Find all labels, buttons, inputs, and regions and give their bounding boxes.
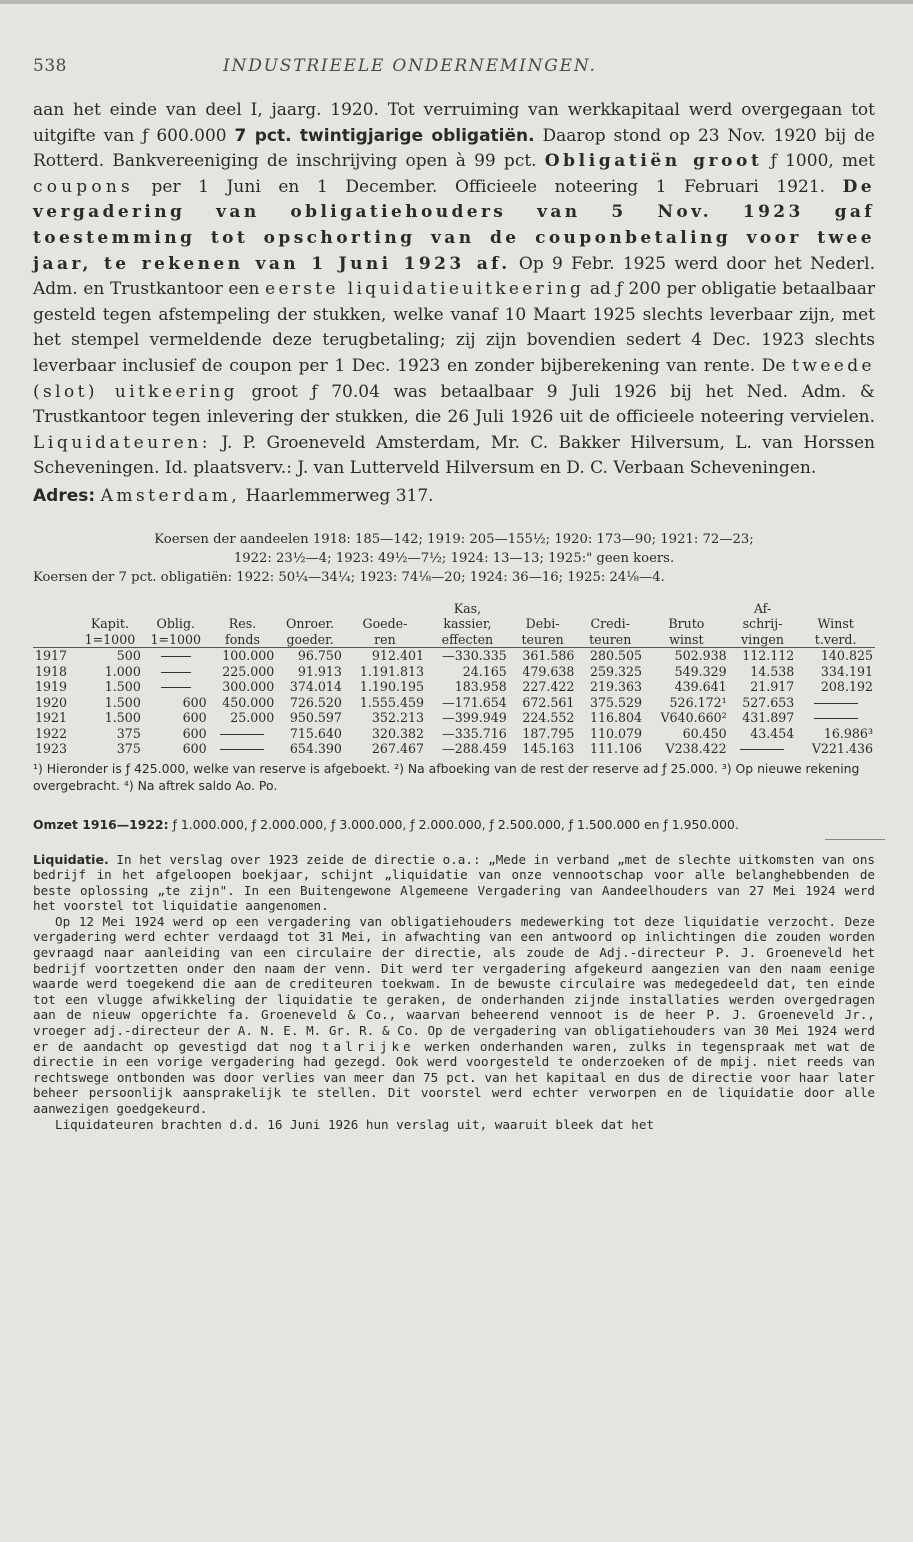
table-cell: 1.500 [104,679,141,694]
column-header [77,601,143,617]
table-cell: 110.079 [589,725,643,741]
column-header: kassier, [443,616,492,631]
column-header [143,601,209,617]
table-cell: 96.750 [297,648,342,663]
table-cell: 14.538 [750,663,795,679]
table-cell [796,695,875,711]
column-header [33,601,77,617]
table-cell: 145.163 [522,741,575,756]
column-header: Res. [228,616,257,631]
table-cell: 1923 [35,741,68,756]
column-header: Kapit. [90,616,129,631]
table-cell: 227.422 [522,679,575,694]
table-cell: 549.329 [674,663,727,679]
table-cell: 912.401 [371,648,425,663]
table-cell: 526.172¹ [669,694,727,710]
table-cell: 726.520 [289,694,342,710]
table-cell: 1920 [35,694,68,710]
table-cell: 183.958 [454,679,507,694]
table-cell [796,710,875,726]
address-city: Amsterdam, [100,485,241,506]
bold-term: 7 pct. twintigjarige obligatiën. [234,125,535,146]
table-cell: 375 [116,725,141,741]
column-header: teuren [521,631,564,647]
column-header: Credi- [590,616,630,631]
table-cell: 1918 [35,663,68,679]
column-header [576,601,644,617]
table-cell [143,664,209,680]
table-cell: 60.450 [682,725,727,741]
column-header: Bruto [668,616,705,631]
table-row [33,664,875,680]
table-cell: 43.454 [750,725,795,741]
table-body [33,648,875,757]
table-cell: 91.913 [297,663,342,679]
text-run: ƒ 1000, met [762,151,875,172]
page-header [33,56,875,76]
table-cell: V238.422 [665,741,727,756]
text-run: Daarop stond op 23 Nov. 1920 bij de Rotterd. Bankvereeniging de inschrijving open à 99 pct. [33,125,875,172]
table-cell: 439.641 [674,679,727,694]
table-cell: 320.382 [371,725,425,741]
column-header: schrij- [742,616,783,631]
column-header: winst [669,631,704,647]
table-cell: 1922 [35,725,68,741]
table-cell: 450.000 [222,694,275,710]
text-run: groot ƒ 70.04 was betaalbaar 9 Juli 1926 bij het Ned. Adm. & Trustkantoor tegen inlevering der stukken, die 26 Juli 1926 uit de officieele noteering vervielen. [33,381,875,428]
table-cell: 600 [182,725,207,741]
table-cell: 600 [182,694,207,710]
table-header-row [33,601,875,617]
text-run: Op 9 Febr. 1925 werd door het Nederl. Adm. en Trustkantoor een [33,253,875,300]
table-row [33,710,875,726]
table-cell: 1917 [35,648,68,663]
omzet-line [33,816,875,833]
column-header: Af- [753,600,772,616]
column-header [276,601,344,617]
table-cell: 21.917 [750,679,795,694]
liquidatie-paragraph-3: Liquidateuren brachten d.d. 16 Juni 1926 hun verslag uit, waaruit bleek dat het [55,1116,654,1132]
table-cell: 100.000 [222,648,275,663]
column-header: t.verd. [814,631,857,647]
table-cell: 208.192 [820,679,873,694]
koersen-aandeelen: Koersen der aandeelen 1918: 185—142; 1919: 205—155½; 1920: 173—90; 1921: 72—23; [154,531,754,547]
koersen-block [33,530,875,587]
table-cell: 259.325 [589,663,643,679]
spaced-term: Liquidateuren: [33,432,212,453]
paragraph-obligaties [33,98,875,482]
table-cell: 24.165 [462,663,507,679]
table-cell: 1.500 [104,694,141,710]
text-run: aan het einde van deel I, jaarg. 1920. Tot verruiming van werkkapitaal werd overgegaan tot uitgifte van ƒ 600.000 [33,100,875,146]
running-title: INDUSTRIEELE ONDERNEMINGEN. [223,56,597,76]
table-cell: 112.112 [742,648,795,663]
column-header [344,601,426,617]
table-row [33,679,875,695]
table-cell: 187.795 [522,725,575,741]
table-cell: 431.897 [742,710,795,725]
table-cell: 672.561 [522,694,575,710]
column-header [509,601,577,617]
omzet-text: ƒ 1.000.000, ƒ 2.000.000, ƒ 3.000.000, ƒ 2.000.000, ƒ 2.500.000, ƒ 1.500.000 en ƒ 1.950.000. [168,816,739,832]
liquidatie-paragraph-2 [33,914,875,1117]
table-cell [143,679,209,695]
table-cell: 950.597 [289,710,342,725]
table-cell: 352.213 [371,710,425,725]
column-header [209,601,277,617]
table-cell: 600 [182,710,207,725]
spaced-term: tweede (slot) uitkeering [33,355,875,402]
table-cell: 1.191.813 [359,663,425,679]
column-header: 1=1000 [84,631,136,647]
spaced-term: coupons [33,176,134,197]
address-label: Adres: [33,485,96,506]
column-header [33,632,77,648]
text-run: per 1 Juni en 1 December. Officieele noteering 1 Februari 1921. [133,176,843,197]
table-cell: 224.552 [522,710,575,725]
table-cell [209,726,277,742]
table-cell: —171.654 [442,694,507,710]
column-header [33,616,77,632]
table-cell: 1.190.195 [359,679,425,694]
table-row [33,648,875,664]
table-cell: 502.938 [674,648,727,663]
text-run: J. P. Groeneveld Amsterdam, Mr. C. Bakker Hilversum, L. van Horssen Scheveningen. Id. plaatsverv.: J. van Lutterveld Hilversum en D. C. Verbaan Scheveningen. [33,432,875,479]
table-row [33,741,875,757]
table-cell: —330.335 [442,648,507,663]
table-cell [209,741,277,757]
table-header-row [33,632,875,648]
text-run: In het verslag over 1923 zeide de directie o.a.: „Mede in verband „met de slechte uitkomsten van ons bedrijf in het afgeloopen boekjaar, schijnt „liquidatie van onze vennootschap voor alle belanghebbenden de beste oplossing „te zijn". In een Buitengewone Algemeene Vergadering van Aandeelhouders van 27 Mei 1924 werd het voorstel tot liquidatie aangenomen. [33,851,875,914]
table-cell: V221.436 [811,741,873,756]
column-header: Debi- [525,616,560,631]
table-cell: 715.640 [289,725,342,741]
page-number: 538 [33,56,67,76]
spaced-term: Obligatiën groot [544,151,763,172]
text-run: werken onderhanden waren, zulks in tegenspraak met wat de directie in een vorige vergadering had gezegd. Ook werd voorgesteld te onderzoeken of de mpij. niet reeds van rechtswege ontbonden was door verlies van meer dan 75 pct. van het kapitaal en dus de directie voor haar later beheer persoonlijk aansprakelijk te stellen. Dit voorstel werd echter verworpen en de liquidatie door alle aanwezigen goedgekeurd. [33,1038,875,1116]
table-cell: 267.467 [371,741,425,756]
table-cell: 1.000 [104,663,141,679]
column-header: Winst [817,616,854,631]
omzet-label: Omzet 1916—1922: [33,816,169,832]
table-cell: 280.505 [589,648,643,663]
column-header: Goede- [362,616,408,631]
table-cell: 219.363 [589,679,643,694]
table-cell: —335.716 [442,725,507,741]
table-footnotes: ¹) Hieronder is ƒ 425.000, welke van reserve is afgeboekt. ²) Na afboeking van de rest der reserve ad ƒ 25.000. ³) Op nieuwe rekening overgebracht. ⁴) Na aftrek saldo Ao. Po. [33,760,860,793]
table-cell: 300.000 [222,679,275,694]
column-header: Oblig. [156,616,196,631]
column-header: teuren [589,631,632,647]
table-cell: 654.390 [289,741,342,756]
liquidatie-paragraph-1 [33,852,875,914]
financial-table [33,601,875,757]
table-cell: 111.106 [589,741,643,756]
table-cell: 25.000 [230,710,275,725]
column-header: ren [374,631,396,647]
table-cell: 600 [182,741,207,756]
column-header: vingen [741,631,784,647]
text-run: ad ƒ 200 per obligatie betaalbaar gesteld tegen afstempeling der stukken, welke vanaf 10 Maart 1925 slechts leverbaar zijn, met het stempel vermeldende deze terugbetaling; zij zijn bovendien sedert 4 Dec. 1923 slechts leverbaar inclusief de coupon per 1 Dec. 1923 en zonder bijberekening van rente. De [33,279,875,376]
address-street: Haarlemmerweg 317. [240,485,434,506]
table-cell: 1.500 [104,710,141,725]
table-cell: 334.191 [820,663,873,679]
table-cell: 375.529 [589,694,643,710]
table-cell: 116.804 [589,710,643,725]
table-cell: 1921 [35,710,68,725]
address-line [33,484,875,510]
table-cell: 361.586 [522,648,575,663]
column-header: effecten [441,631,494,647]
section-rule [825,839,885,852]
table-cell: 1.555.459 [359,694,425,710]
spaced-passage: De vergadering van obligatiehouders van 5 Nov. 1923 gaf toestemming tot opschorting van de couponbetaling voor twee jaar, te rekenen van 1 Juni 1923 af. [33,176,875,274]
column-header [796,601,875,617]
table-cell: 225.000 [222,663,275,679]
table-cell: 374.014 [289,679,342,694]
table-cell: 527.653 [742,694,795,710]
koersen-aandeelen-cont: 1922: 23½—4; 1923: 49½—7½; 1924: 13—13; 1925:" geen koers. [233,550,675,566]
table-cell [729,741,797,757]
column-header: fonds [225,631,260,647]
column-header: Onroer. [286,616,335,631]
table-cell: 479.638 [522,663,575,679]
spaced-term: talrijke [321,1038,415,1054]
top-edge [0,0,913,4]
column-header: goeder. [286,631,334,647]
table-cell: 140.825 [820,648,873,663]
spaced-term: eerste liquidatieuitkeering [265,279,585,300]
table-cell: 16.986³ [823,725,873,741]
column-header [644,601,729,617]
column-header: 1=1000 [150,631,202,647]
koersen-obligaties: Koersen der 7 pct. obligatiën: 1922: 50¼—34¼; 1923: 74⅛—20; 1924: 36—16; 1925: 24⅛—4. [33,569,665,585]
table-cell: 375 [116,741,141,756]
table-cell: 500 [116,648,141,663]
table-row [33,695,875,711]
text-run: Op 12 Mei 1924 werd op een vergadering van obligatiehouders medewerking tot deze liquidatie verzocht. Deze vergadering werd echter verdaagd tot 31 Mei, in afwachting van een antwoord op inlichtingen die zouden worden gevraagd naar aanleiding van een circulaire der directie, als zoude de Adj.-directeur P. J. Groeneveld het bedrijf voortzetten onder den naam der venn. Dit werd ter vergadering afgekeurd aangezien van den naam eenige waarde werd toegekend die aan de crediteuren toekwam. In de bewuste circulaire was medegedeeld dat, ten einde tot een vlugge afwikkeling der liquidatie te geraken, de onderhanden zijnde installaties werden overgedragen aan de nieuw opgerichte fa. Groeneveld & Co., waarvan beheerend vennoot is de heer P. J. Groeneveld Jr., vroeger adj.-directeur der A. N. E. M. Gr. R. & Co. Op de vergadering van obligatiehouders van 30 Mei 1924 werd er de aandacht op gevestigd dat nog [33,913,875,1054]
table-row [33,726,875,742]
table-header-row [33,616,875,632]
liquidatie-label: Liquidatie. [33,851,109,867]
column-header: Kas, [453,600,482,616]
table-cell [143,648,209,664]
table-cell: V640.660² [660,710,727,725]
table-cell: —288.459 [442,741,507,756]
table-cell: —399.949 [442,710,507,725]
table-cell: 1919 [35,679,68,694]
